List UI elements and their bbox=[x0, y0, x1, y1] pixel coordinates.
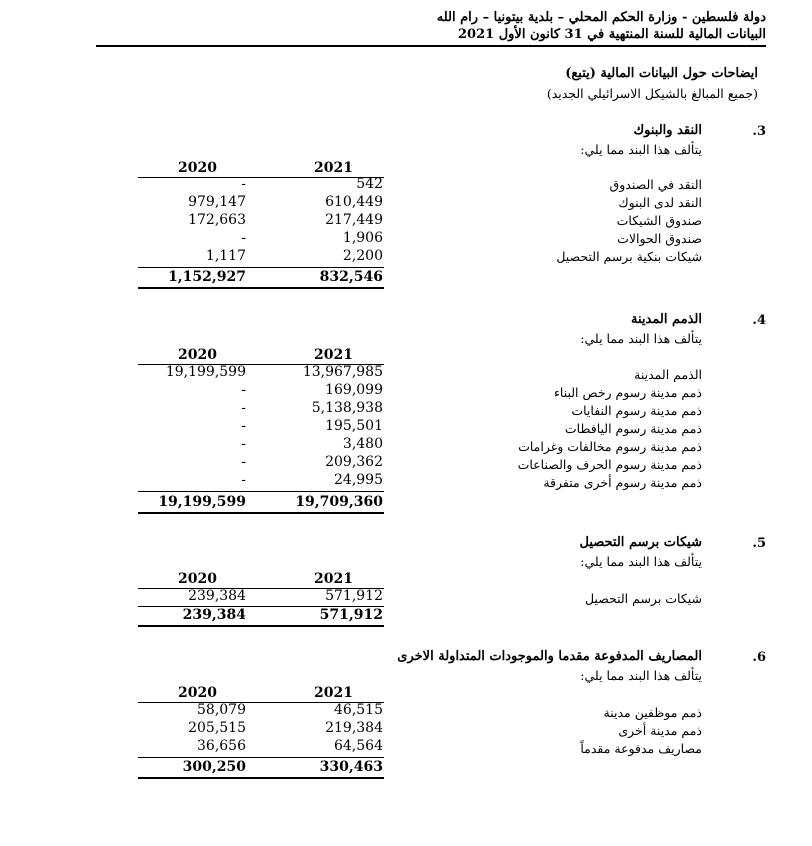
total-2021: 19,709,360 bbox=[295, 494, 383, 510]
subtotal-rule bbox=[138, 757, 246, 758]
header-line-2: البيانات المالية للسنة المنتهية في 31 كانون الأول 2021 bbox=[458, 27, 766, 42]
section-intro: يتألف هذا البند مما يلي: bbox=[580, 331, 702, 346]
section-intro: يتألف هذا البند مما يلي: bbox=[580, 142, 702, 157]
value-2020: 205,515 bbox=[188, 720, 246, 736]
total-double-rule bbox=[138, 287, 384, 289]
value-2020: - bbox=[241, 230, 246, 246]
value-2021: 46,515 bbox=[334, 702, 383, 718]
value-2021: 219,384 bbox=[325, 720, 383, 736]
subtotal-rule bbox=[246, 491, 384, 492]
section-title: المصاريف المدفوعة مقدما والموجودات المتداولة الاخرى bbox=[397, 649, 702, 664]
row-label: شيكات بنكية برسم التحصيل bbox=[556, 249, 702, 264]
value-2020: 979,147 bbox=[188, 194, 246, 210]
value-2020: - bbox=[241, 400, 246, 416]
value-2020: 58,079 bbox=[197, 702, 246, 718]
row-label: شيكات برسم التحصيل bbox=[584, 591, 702, 606]
value-2020: - bbox=[241, 418, 246, 434]
row-label: النقد لدى البنوك bbox=[618, 195, 702, 210]
year-header-2021: 2021 bbox=[314, 160, 353, 176]
header-rule bbox=[96, 45, 766, 47]
total-double-rule bbox=[138, 512, 384, 514]
row-label: ذمم مدينة أخرى bbox=[618, 723, 702, 738]
total-2021: 330,463 bbox=[319, 759, 383, 775]
total-2020: 239,384 bbox=[182, 607, 246, 623]
row-label: مصاريف مدفوعة مقدماً bbox=[580, 741, 702, 756]
value-2020: 19,199,599 bbox=[165, 364, 246, 380]
row-label: ذمم موظفين مدينة bbox=[603, 705, 702, 720]
subtotal-rule bbox=[246, 267, 384, 268]
value-2020: 1,117 bbox=[205, 248, 246, 264]
value-2020: - bbox=[241, 454, 246, 470]
row-label: ذمم مدينة رسوم اليافطات bbox=[564, 421, 702, 436]
year-header-2020: 2020 bbox=[178, 685, 217, 701]
total-2021: 832,546 bbox=[319, 269, 383, 285]
total-2020: 19,199,599 bbox=[158, 494, 246, 510]
value-2021: 195,501 bbox=[325, 418, 383, 434]
value-2021: 1,906 bbox=[342, 230, 383, 246]
value-2020: - bbox=[241, 472, 246, 488]
subtotal-rule bbox=[246, 757, 384, 758]
row-label: ذمم مدينة رسوم أخرى متفرقة bbox=[543, 475, 702, 490]
year-header-2020: 2020 bbox=[178, 160, 217, 176]
section-title: النقد والبنوك bbox=[633, 123, 702, 138]
year-header-2020: 2020 bbox=[178, 347, 217, 363]
subtotal-rule bbox=[138, 267, 246, 268]
row-label: النقد في الصندوق bbox=[609, 177, 702, 192]
value-2021: 64,564 bbox=[334, 738, 383, 754]
value-2020: - bbox=[241, 436, 246, 452]
value-2020: 36,656 bbox=[197, 738, 246, 754]
year-header-2020: 2020 bbox=[178, 571, 217, 587]
value-2021: 169,099 bbox=[325, 382, 383, 398]
notes-subtitle: (جميع المبالغ بالشيكل الاسرائيلي الجديد) bbox=[546, 86, 758, 101]
header-line-1: دولة فلسطين - وزارة الحكم المحلي – بلدية بيتونيا – رام الله bbox=[436, 10, 766, 25]
value-2021: 209,362 bbox=[325, 454, 383, 470]
section-number: .4 bbox=[752, 313, 766, 328]
section-number: .5 bbox=[752, 536, 766, 551]
value-2021: 5,138,938 bbox=[311, 400, 383, 416]
total-double-rule bbox=[138, 777, 384, 779]
value-2020: - bbox=[241, 382, 246, 398]
row-label: ذمم مدينة رسوم الحرف والصناعات bbox=[517, 457, 702, 472]
value-2021: 542 bbox=[356, 176, 383, 192]
value-2021: 13,967,985 bbox=[302, 364, 383, 380]
value-2020: 172,663 bbox=[188, 212, 246, 228]
value-2021: 217,449 bbox=[325, 212, 383, 228]
total-2021: 571,912 bbox=[319, 607, 383, 623]
value-2021: 2,200 bbox=[342, 248, 383, 264]
section-title: الذمم المدينة bbox=[631, 312, 702, 327]
value-2020: - bbox=[241, 176, 246, 192]
year-header-2021: 2021 bbox=[314, 685, 353, 701]
section-number: .3 bbox=[752, 124, 766, 139]
row-label: ذمم مدينة رسوم النفايات bbox=[571, 403, 702, 418]
row-label: ذمم مدينة رسوم مخالفات وغرامات bbox=[518, 439, 702, 454]
row-label: الذمم المدينة bbox=[634, 367, 702, 382]
total-double-rule bbox=[138, 625, 384, 627]
value-2021: 24,995 bbox=[334, 472, 383, 488]
value-2021: 3,480 bbox=[342, 436, 383, 452]
row-label: صندوق الشيكات bbox=[616, 213, 702, 228]
subtotal-rule bbox=[138, 491, 246, 492]
section-title: شيكات برسم التحصيل bbox=[579, 535, 702, 550]
total-2020: 300,250 bbox=[182, 759, 246, 775]
section-number: .6 bbox=[752, 650, 766, 665]
total-2020: 1,152,927 bbox=[168, 269, 246, 285]
section-intro: يتألف هذا البند مما يلي: bbox=[580, 554, 702, 569]
section-intro: يتألف هذا البند مما يلي: bbox=[580, 668, 702, 683]
value-2021: 610,449 bbox=[325, 194, 383, 210]
row-label: ذمم مدينة رسوم رخص البناء bbox=[554, 385, 702, 400]
notes-title: ايضاحات حول البيانات المالية (يتبع) bbox=[565, 66, 758, 81]
value-2021: 571,912 bbox=[325, 588, 383, 604]
year-header-2021: 2021 bbox=[314, 571, 353, 587]
row-label: صندوق الحوالات bbox=[617, 231, 702, 246]
value-2020: 239,384 bbox=[188, 588, 246, 604]
year-header-2021: 2021 bbox=[314, 347, 353, 363]
